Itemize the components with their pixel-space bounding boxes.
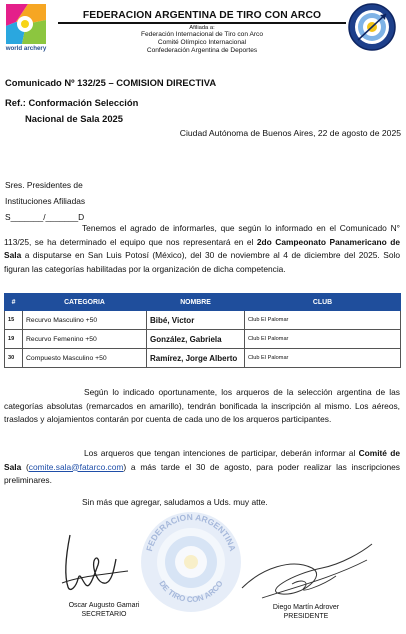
- paragraph-registration: [4, 447, 400, 488]
- row-club: Club El Palomar: [245, 311, 401, 330]
- row-categoria: Recurvo Masculino +50: [23, 311, 147, 330]
- committee-email-link[interactable]: comite.sala@fatarco.com: [28, 461, 124, 472]
- paragraph-intro-part1: Tenemos el agrado de informarles, que según lo informado en el Comunicado N° 113/25, se ha determinado el equipo que nos representará en el: [4, 223, 400, 247]
- letterhead: [58, 10, 346, 55]
- header-categoria: CATEGORIA: [23, 294, 147, 311]
- row-nombre: Bibé, Victor: [147, 311, 245, 330]
- crest-icon: [346, 2, 398, 52]
- logo-caption: world archery: [5, 45, 47, 52]
- row-number: 19: [5, 330, 23, 349]
- table-row: [5, 311, 401, 330]
- secretary-title: SECRETARIO: [81, 611, 127, 618]
- row-club: Club El Palomar: [245, 349, 401, 368]
- world-archery-logo: [2, 3, 50, 53]
- paragraph-registration-part2: ) a más tarde el 30 de agosto, para poder realizar las inscripciones preliminares.: [4, 461, 400, 485]
- president-title: PRESIDENTE: [283, 613, 329, 620]
- federation-crest-logo: [346, 2, 398, 52]
- event-name: 2do Campeonato Panamericano de Sala: [4, 236, 400, 260]
- affiliation-1: Federación Internacional de Tiro con Arco: [140, 31, 264, 38]
- table-row: [5, 349, 401, 368]
- affiliated-label: Afiliada a:: [189, 25, 215, 31]
- president-signature: [232, 538, 382, 608]
- reference-line-2: Nacional de Sala 2025: [25, 113, 123, 124]
- secretary-name: Oscar Augusto Gamari: [68, 602, 140, 609]
- affiliation-3: Confederación Argentina de Deportes: [146, 47, 258, 54]
- signature-scribble-icon: [232, 538, 382, 608]
- dateline: Ciudad Autónoma de Buenos Aires, 22 de agosto de 2025: [179, 128, 401, 138]
- header-nombre: NOMBRE: [147, 294, 245, 311]
- header-club: CLUB: [245, 294, 401, 311]
- seal-text-bottom: DE TIRO CON ARCO: [157, 579, 225, 605]
- closing-line: Sin más que agregar, saludamos a Uds. muy atte.: [82, 497, 268, 507]
- affiliation-2: Comité Olímpico Internacional: [157, 39, 247, 46]
- row-nombre: González, Gabriela: [147, 330, 245, 349]
- federation-title: FEDERACION ARGENTINA DE TIRO CON ARCO: [82, 10, 322, 21]
- address-line-2: Instituciones Afiliadas: [5, 196, 86, 206]
- row-categoria: Compuesto Masculino +50: [23, 349, 147, 368]
- paragraph-intro: [4, 222, 400, 276]
- row-club: Club El Palomar: [245, 330, 401, 349]
- address-line-1: Sres. Presidentes de: [5, 180, 83, 190]
- table-row: [5, 330, 401, 349]
- paragraph-intro-part2: a disputarse en San Luis Potosí (México), del 30 de noviembre al 4 de diciembre del 2025. Solo figuran las categorías habilitadas por la organización de dicha competencia.: [4, 250, 400, 274]
- row-nombre: Ramírez, Jorge Alberto: [147, 349, 245, 368]
- address-line-3: S_______/_______D: [5, 212, 85, 222]
- president-name: Diego Martín Adrover: [272, 604, 340, 611]
- reference-line-1: Ref.: Conformación Selección: [5, 97, 139, 108]
- header-number: #: [5, 294, 23, 311]
- team-table: [4, 293, 401, 368]
- table-header-row: [5, 294, 401, 311]
- header-rule: [58, 22, 346, 24]
- committee-name: Comité de Sala: [4, 448, 400, 472]
- comunicado-number: Comunicado Nº 132/25 – COMISION DIRECTIVA: [5, 77, 217, 88]
- paren-open: (: [21, 461, 29, 472]
- world-archery-logo-icon: [6, 4, 46, 44]
- row-number: 15: [5, 311, 23, 330]
- seal-text-top: FEDERACION ARGENTINA: [144, 511, 238, 553]
- signature-scribble-icon: [58, 525, 138, 605]
- secretary-signature: [58, 525, 138, 605]
- row-number: 30: [5, 349, 23, 368]
- paragraph-bonus: Según lo indicado oportunamente, los arqueros de la selección argentina de las categorías absolutas (remarcados en amarillo), tendrán bonificada la inscripción al mismo. Los aéreos, traslados y alojamientos contarán por cuenta de cada uno de los arqueros participantes.: [4, 387, 400, 424]
- row-categoria: Recurvo Femenino +50: [23, 330, 147, 349]
- paragraph-registration-part1: Los arqueros que tengan intenciones de participar, deberán informar al: [84, 448, 359, 458]
